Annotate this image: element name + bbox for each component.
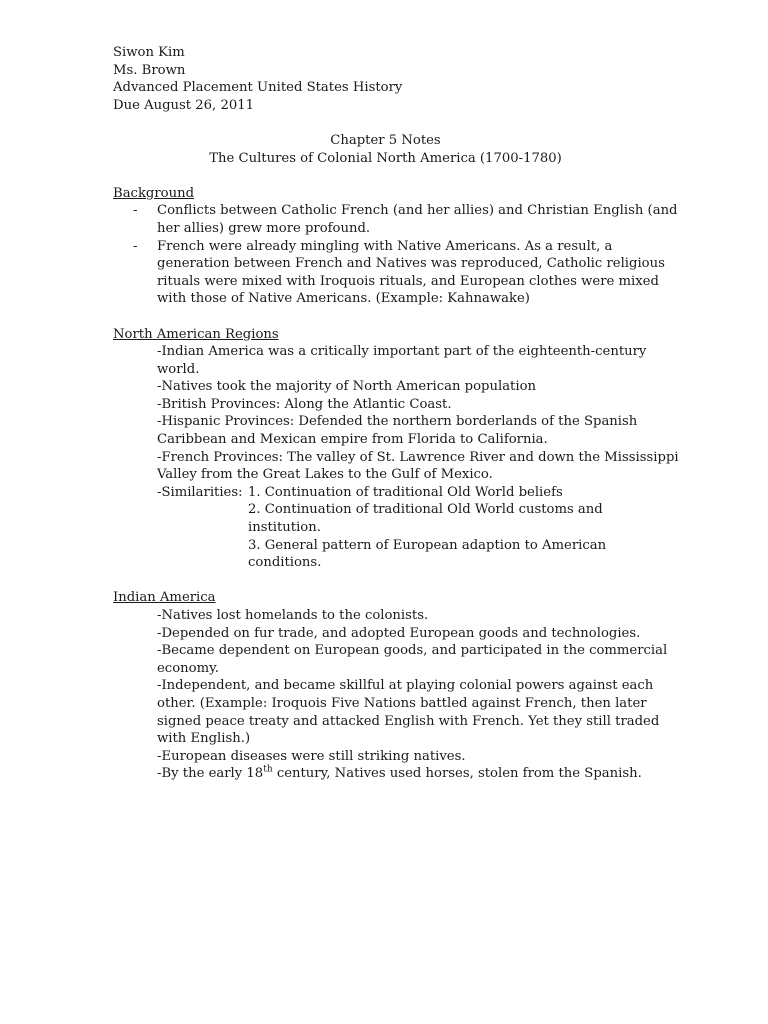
section-heading-regions: North American Regions	[113, 326, 279, 342]
list-item	[157, 748, 658, 766]
student-name: Siwon Kim	[113, 45, 185, 60]
background-section	[113, 185, 678, 308]
list-item-line: rituals were mixed with Iroquois rituals, and European clothes were mixed	[157, 273, 659, 289]
course-name: Advanced Placement United States History	[113, 80, 403, 96]
teacher-name: Ms. Brown	[113, 62, 186, 78]
list-item-line: world.	[157, 361, 200, 377]
list-item	[157, 413, 658, 448]
background-list	[113, 202, 678, 308]
list-item-line: Conflicts between Catholic French (and her allies) and Christian English (and	[157, 203, 678, 219]
list-item	[157, 607, 658, 625]
list-item-line: generation between French and Natives was reproduced, Catholic religious	[157, 256, 665, 272]
list-item	[113, 202, 678, 237]
list-item-line: Caribbean and Mexican empire from Florida to California.	[157, 432, 548, 448]
list-item-line: French were already mingling with Native Americans. As a result, a	[157, 238, 613, 254]
similarity-item-cont: conditions.	[248, 555, 322, 571]
list-item-line	[157, 765, 658, 783]
list-item-line: other. (Example: Iroquois Five Nations battled against French, then later	[157, 695, 647, 711]
list-item	[157, 642, 668, 677]
list-item-line: her allies) grew more profound.	[157, 220, 371, 236]
list-item-line: -Depended on fur trade, and adopted European goods and technologies.	[157, 625, 641, 641]
list-item	[157, 343, 658, 378]
list-item-line: Valley from the Great Lakes to the Gulf of Mexico.	[157, 467, 493, 483]
list-item	[157, 625, 658, 643]
text-after: century, Natives used horses, stolen from the Spanish.	[272, 766, 642, 782]
list-item-line: economy.	[157, 660, 219, 676]
indian-america-list	[113, 607, 668, 783]
list-item-line: -Natives lost homelands to the colonists.	[157, 608, 429, 623]
list-item	[157, 449, 679, 484]
list-item-line: -British Provinces: Along the Atlantic Coast.	[157, 396, 452, 412]
similarity-item: 1. Continuation of traditional Old World beliefs	[248, 484, 563, 500]
similarity-item-cont: institution.	[248, 520, 321, 536]
list-item-line: -French Provinces: The valley of St. Lawrence River and down the Mississippi	[157, 449, 679, 465]
list-item	[157, 378, 658, 396]
page-content	[113, 44, 679, 783]
indian-america-section	[113, 589, 668, 783]
similarities-block	[113, 484, 658, 572]
bullet-dash: -	[133, 203, 138, 219]
list-item-line: with English.)	[157, 731, 251, 747]
ordinal-suffix: th	[263, 764, 273, 775]
list-item-line: -Natives took the majority of North American population	[157, 379, 537, 395]
list-item	[157, 677, 658, 747]
list-item-line: -European diseases were still striking natives.	[157, 748, 466, 764]
similarity-item: 2. Continuation of traditional Old World customs and	[248, 502, 603, 518]
regions-list	[113, 343, 679, 484]
list-item	[157, 765, 658, 783]
list-item	[113, 238, 665, 308]
chapter-title: Chapter 5 Notes	[330, 132, 441, 148]
list-item	[157, 396, 658, 414]
list-item-line: with those of Native Americans. (Example: Kahnawake)	[157, 291, 530, 307]
bullet-dash: -	[133, 238, 138, 254]
chapter-subtitle: The Cultures of Colonial North America (1700-1780)	[209, 150, 562, 166]
similarities-label: -Similarities:	[157, 484, 243, 500]
list-item-line: -Hispanic Provinces: Defended the northern borderlands of the Spanish	[157, 414, 638, 430]
header-block	[113, 44, 658, 114]
list-item-line: -Indian America was a critically important part of the eighteenth-century	[157, 344, 647, 360]
similarities-list	[248, 484, 658, 572]
list-item-line: signed peace treaty and attacked English with French. Yet they still traded	[157, 713, 660, 729]
section-heading-indian-america: Indian America	[113, 590, 216, 606]
section-heading-background: Background	[113, 185, 195, 201]
due-date: Due August 26, 2011	[113, 97, 254, 113]
list-item-line: -Independent, and became skillful at playing colonial powers against each	[157, 678, 654, 694]
text-before: -By the early 18	[157, 766, 264, 782]
title-block	[113, 132, 658, 167]
similarity-item: 3. General pattern of European adaption to American	[248, 537, 607, 553]
regions-section	[113, 326, 679, 572]
list-item-line: -Became dependent on European goods, and participated in the commercial	[157, 643, 668, 659]
